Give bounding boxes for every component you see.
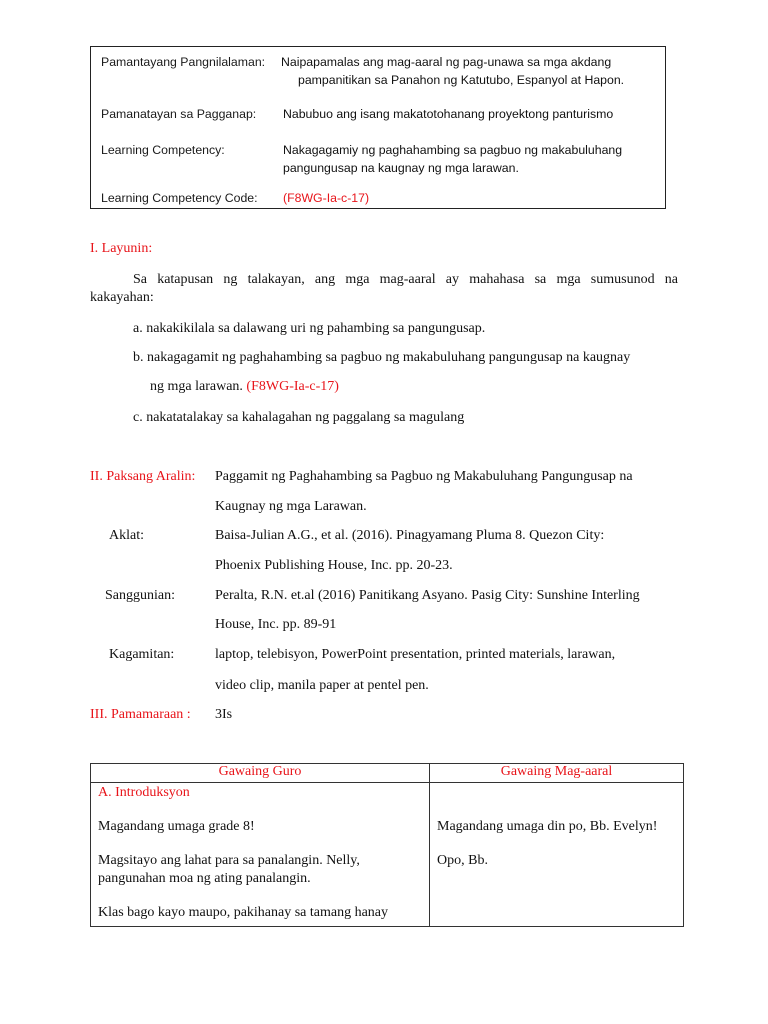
header-label: Pamanatayan sa Pagganap: (101, 107, 257, 121)
layunin-intro-line1: Sa katapusan ng talakayan, ang mga mag-aaral ay mahahasa sa mga sumusunod na (133, 272, 678, 287)
column-header-gawaing-magaaral: Gawaing Mag-aaral (430, 764, 684, 783)
guro-cell (91, 783, 430, 927)
aklat-line2: Phoenix Publishing House, Inc. pp. 20-23. (215, 558, 453, 573)
magaaral-cell (430, 783, 684, 927)
table-header-row (91, 764, 684, 783)
header-label: Learning Competency: (101, 143, 225, 157)
kagamitan-line2: video clip, manila paper at pentel pen. (215, 678, 429, 693)
activity-table (90, 763, 684, 927)
pamamaraan-heading: III. Pamamaraan : (90, 707, 191, 722)
header-label: Pamantayang Pangnilalaman: (101, 55, 266, 69)
sanggunian-line1: Peralta, R.N. et.al (2016) Panitikang Asyano. Pasig City: Sunshine Interling (215, 588, 640, 603)
layunin-item-c: c. nakatatalakay sa kahalagahan ng paggalang sa magulang (133, 410, 465, 425)
guro-line-2-cont: pangunahan moa ng ating panalangin. (98, 871, 311, 886)
header-value: Nabubuo ang isang makatotohanang proyektong panturismo (283, 107, 614, 121)
paksa-line1: Paggamit ng Paghahambing sa Pagbuo ng Makabuluhang Pangungusap na (215, 469, 633, 484)
guro-line-2: Magsitayo ang lahat para sa panalangin. Nelly, (98, 853, 360, 868)
layunin-item-a: a. nakakikilala sa dalawang uri ng pahambing sa pangungusap. (133, 321, 486, 336)
header-label: Learning Competency Code: (101, 191, 258, 205)
header-value-cont: pampanitikan sa Panahon ng Katutubo, Espanyol at Hapon. (298, 73, 625, 87)
layunin-heading: I. Layunin: (90, 241, 153, 256)
layunin-item-b-code: (F8WG-Ia-c-17) (246, 379, 339, 394)
guro-line-1: Magandang umaga grade 8! (98, 819, 255, 834)
guro-line-3: Klas bago kayo maupo, pakihanay sa tamang hanay (98, 905, 389, 920)
kagamitan-line1: laptop, telebisyon, PowerPoint presentation, printed materials, larawan, (215, 647, 616, 662)
aklat-label: Aklat: (109, 528, 144, 543)
section-introduksyon: A. Introduksyon (98, 785, 190, 800)
table-row (91, 783, 684, 927)
paksa-heading: II. Paksang Aralin: (90, 469, 196, 484)
layunin-item-b: b. nakagagamit ng paghahambing sa pagbuo ng makabuluhang pangungusap na kaugnay (133, 350, 631, 365)
sanggunian-label: Sanggunian: (105, 588, 175, 603)
competency-header-box (90, 46, 666, 209)
column-header-gawaing-guro: Gawaing Guro (91, 764, 430, 783)
paksa-line2: Kaugnay ng mga Larawan. (215, 499, 367, 514)
sanggunian-line2: House, Inc. pp. 89-91 (215, 617, 337, 632)
header-value: Naipapamalas ang mag-aaral ng pag-unawa sa mga akdang (281, 55, 612, 69)
competency-code: (F8WG-Ia-c-17) (283, 191, 370, 205)
kagamitan-label: Kagamitan: (109, 647, 175, 662)
header-value: Nakagagamiy ng paghahambing sa pagbuo ng makabuluhang (283, 143, 623, 157)
magaaral-line-1: Magandang umaga din po, Bb. Evelyn! (437, 819, 658, 834)
layunin-item-b-cont (150, 378, 339, 396)
layunin-item-b-text: ng mga larawan. (150, 379, 243, 394)
magaaral-line-2: Opo, Bb. (437, 853, 488, 868)
layunin-intro-line2: kakayahan: (90, 290, 154, 305)
header-value-cont: pangungusap na kaugnay ng mga larawan. (283, 161, 519, 175)
aklat-line1: Baisa-Julian A.G., et al. (2016). Pinagyamang Pluma 8. Quezon City: (215, 528, 605, 543)
pamamaraan-value: 3Is (215, 707, 233, 722)
